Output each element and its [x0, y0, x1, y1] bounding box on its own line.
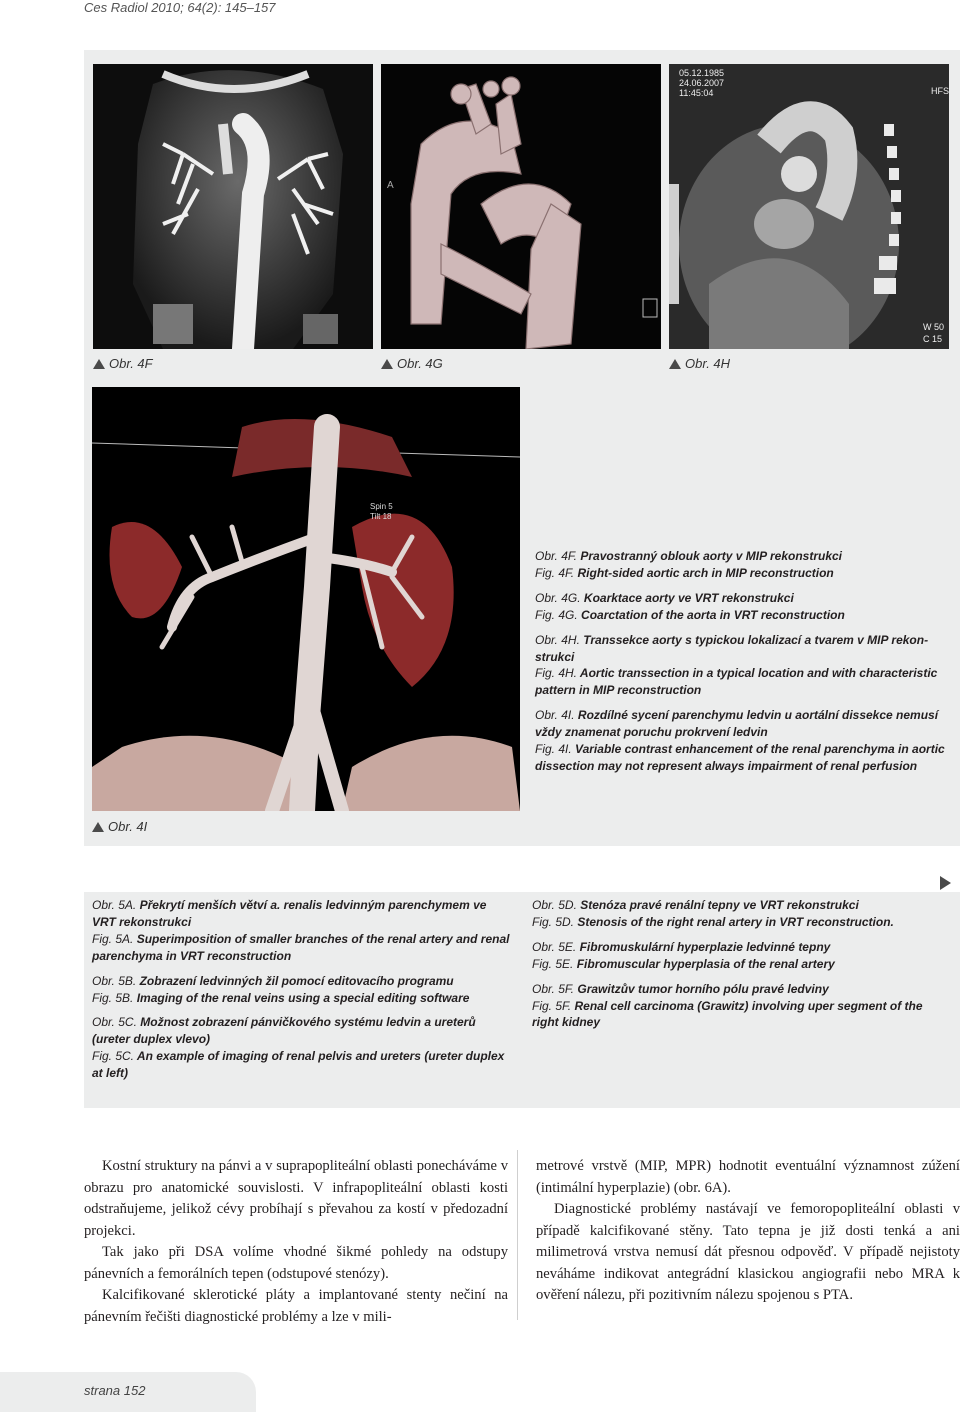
page-number: strana 152 [84, 1383, 146, 1398]
fig4h-date1: 05.12.1985 [679, 68, 725, 78]
figure-4h-image [669, 64, 949, 349]
caption-5a: Obr. 5A. Překrytí menších větví a. renalis ledvinným parenchymem ve VRT rekonstrukci Fig. 5A. Superimposition of smaller branches of the renal artery and renal parenchyma in VRT reconstruction [92, 898, 510, 963]
body-paragraph: metrové vrstvě (MIP, MPR) hodnotit eventuální významnost zúžení (intimální hyperplazie) (obr. 6A). [536, 1158, 960, 1196]
column-divider [517, 1150, 518, 1320]
figure-4h-label [669, 356, 730, 371]
captions-fig5-right [532, 897, 952, 1039]
triangle-up-icon [381, 359, 393, 369]
caption-5e: Obr. 5E. Fibromuskulární hyperplazie ledvinné tepny Fig. 5E. Fibromuscular hyperplasia of the renal artery [532, 939, 835, 971]
fig4h-c: C 15 [923, 334, 943, 344]
fig4i-tilt: Tilt 18 [370, 512, 392, 521]
caption-5d: Obr. 5D. Stenóza pravé renální tepny ve VRT rekonstrukci Fig. 5D. Stenosis of the right renal artery in VRT reconstruction. [532, 898, 894, 929]
figure-4i-label-text: Obr. 4I [108, 819, 148, 834]
triangle-up-icon [669, 359, 681, 369]
triangle-up-icon [93, 359, 105, 369]
figure-4g-image [381, 64, 661, 349]
body-paragraph: Kalcifikované sklerotické pláty a implantované stenty nečiní na pánevním řečišti diagnostické problémy a lze v mili- [84, 1287, 508, 1325]
body-column-right [536, 1156, 960, 1307]
caption-4h: Obr. 4H. Transsekce aorty s typickou lokalizací a tvarem v MIP rekonstrukci Fig. 4H. Aortic transsection in a typical location and with characteristic pattern in MIP reconstruction [535, 632, 938, 698]
figure-4i-image [92, 387, 520, 811]
figure-4g-label [381, 356, 443, 371]
svg-text:A: A [387, 180, 394, 191]
fig4i-spin: Spin 5 [370, 502, 393, 511]
triangle-up-icon [92, 822, 104, 832]
fig4h-w: W 50 [923, 322, 945, 332]
body-paragraph: Kostní struktury na pánvi a v suprapopliteální oblasti ponecháváme v obrazu pro anatomické souvislosti. V infrapopliteální oblasti kosti odstraňujeme, jelikož cévy probíhají s převahou za kostí v předozadní projekci. [84, 1158, 508, 1239]
journal-header: Ces Radiol 2010; 64(2): 145–157 [84, 0, 276, 15]
caption-5f: Obr. 5F. Grawitzův tumor horního pólu pravé ledviny Fig. 5F. Renal cell carcinoma (Grawitz) involving uper segment of the right kidney [532, 981, 923, 1030]
figure-4f-label-text: Obr. 4F [109, 356, 153, 371]
fig4h-date2: 24.06.2007 [679, 78, 725, 88]
figure-4h-label-text: Obr. 4H [685, 356, 731, 371]
caption-4i: Obr. 4I. Rozdílné sycení parenchymu ledvin u aortální dissekce nemusí vždy znamenat poruchu prokrvení ledvin Fig. 4I. Variable contrast enhancement of the renal parenchyma in aortic dissection may not represent always impairment of renal perfusion [535, 708, 945, 773]
fig4h-time: 11:45:04 [679, 88, 714, 98]
captions-fig5-left [92, 897, 512, 1090]
body-paragraph: Diagnostické problémy nastávají ve femoropopliteální oblasti v případě kalcifikované stěny. Tato tepna je již dosti tenká a ani milimetrová vrstva nemusí dát přesnou odpověď. V případě nejistoty neváháme indikovat antegrádní klasickou angiografii nebo MRA k ověření nálezu, při pozitivním nálezu spojenou s PTA. [536, 1201, 960, 1303]
next-page-arrow-icon [940, 876, 951, 890]
figure-4f-label [93, 356, 153, 371]
body-paragraph: Tak jako při DSA volíme vhodné šikmé pohledy na odstupy pánevních a femorálních tepen (odstupové stenózy). [84, 1244, 508, 1282]
caption-4f: Obr. 4F. Pravostranný oblouk aorty v MIP rekonstrukci Fig. 4F. Right-sided aortic arch in MIP reconstruction [535, 549, 843, 580]
fig4h-hfs: HFS [931, 86, 949, 96]
figure-4g-label-text: Obr. 4G [397, 356, 443, 371]
figure-4f-image [93, 64, 373, 349]
body-column-left [84, 1156, 508, 1328]
figure-4i-label [92, 819, 147, 834]
caption-5c: Obr. 5C. Možnost zobrazení pánvičkového systému ledvin a ureterů (ureter duplex vlevo) Fig. 5C. An example of imaging of renal pelvis and ureters (ureter duplex at left) [92, 1015, 505, 1081]
caption-4g: Obr. 4G. Koarktace aorty ve VRT rekonstrukci Fig. 4G. Coarctation of the aorta in VRT reconstruction [535, 590, 845, 622]
captions-fig4 [535, 548, 951, 783]
caption-5b: Obr. 5B. Zobrazení ledvinných žil pomocí editovacího programu Fig. 5B. Imaging of the renal veins using a special editing software [92, 973, 470, 1005]
